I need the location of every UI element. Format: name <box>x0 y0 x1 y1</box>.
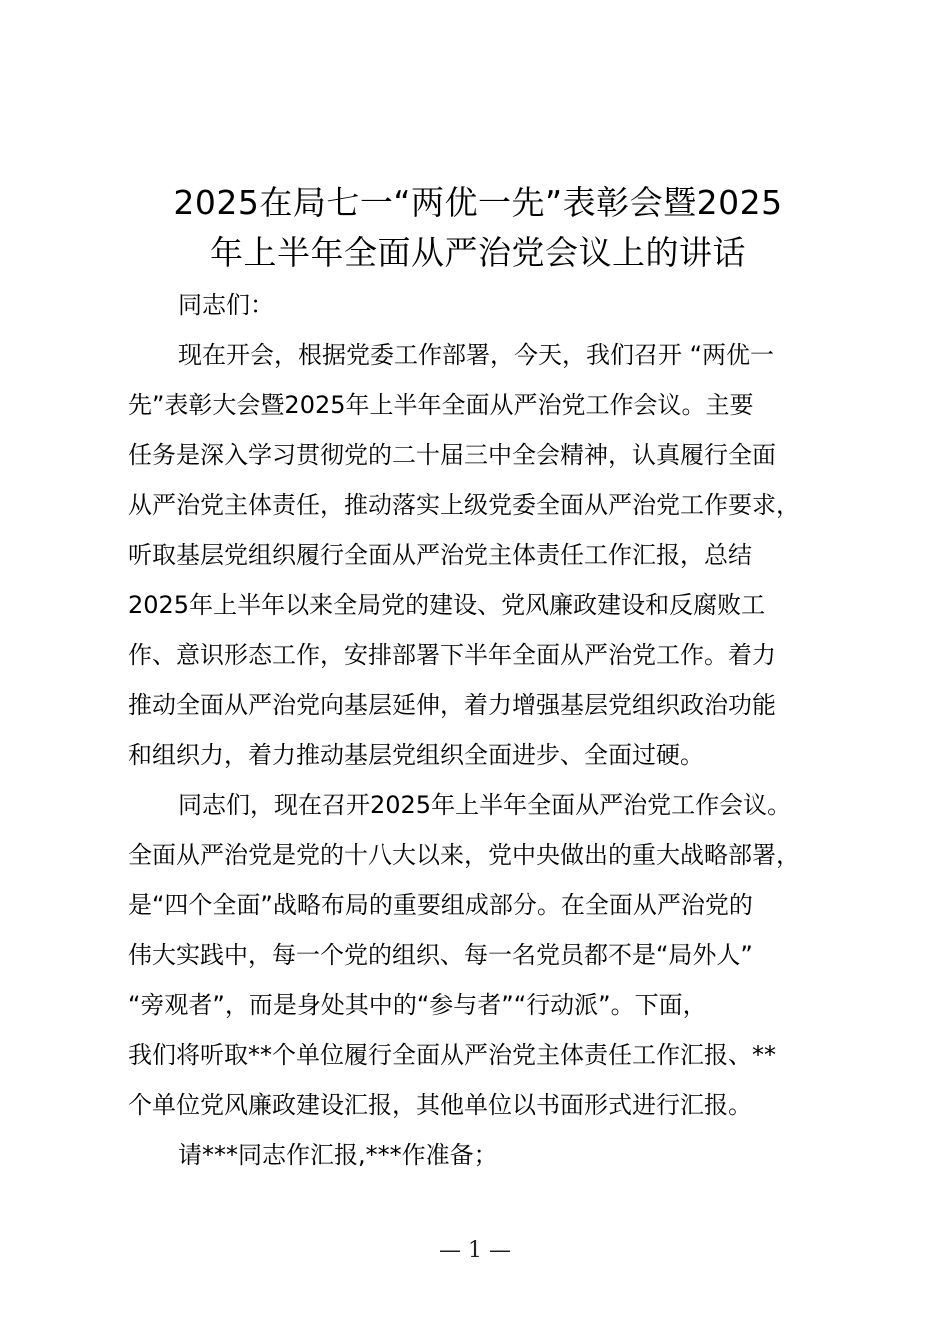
paragraph-line: 任务是深入学习贯彻党的二十届三中全会精神，认真履行全面 <box>128 441 776 469</box>
paragraph-line: 个单位党风廉政建设汇报，其他单位以书面形式进行汇报。 <box>128 1091 752 1119</box>
paragraph-line: 请***同志作汇报,***作准备； <box>178 1141 498 1169</box>
paragraph-line: “旁观者”，而是身处其中的“参与者”“行动派”。下面， <box>128 991 707 1019</box>
paragraph-line: 现在开会，根据党委工作部署，今天，我们召开 “两优一 <box>178 341 775 369</box>
paragraph-line: 和组织力，着力推动基层党组织全面进步、全面过硬。 <box>128 741 704 769</box>
paragraph-line: 2025年上半年以来全局党的建设、党风廉政建设和反腐败工 <box>128 591 766 619</box>
paragraph-line: 是“四个全面”战略布局的重要组成部分。在全面从严治党的 <box>128 891 753 919</box>
paragraph-line: 全面从严治党是党的十八大以来，党中央做出的重大战略部署， <box>128 841 800 869</box>
document-title <box>128 178 828 278</box>
paragraph-opening <box>128 330 838 780</box>
paragraph-line: 先”表彰大会暨2025年上半年全面从严治党工作会议。主要 <box>128 391 754 419</box>
paragraph-greeting <box>128 280 838 330</box>
paragraph-line: 从严治党主体责任，推动落实上级党委全面从严治党工作要求， <box>128 491 800 519</box>
title-line-1: 2025在局七一“两优一先”表彰会暨2025 <box>173 183 783 222</box>
title-line-2: 年上半年全面从严治党会议上的讲话 <box>210 233 746 272</box>
paragraph-line: 我们将听取**个单位履行全面从严治党主体责任工作汇报、** <box>128 1041 776 1069</box>
paragraph-line: 同志们，现在召开2025年上半年全面从严治党工作会议。 <box>178 791 792 819</box>
paragraph-line: 推动全面从严治党向基层延伸，着力增强基层党组织政治功能 <box>128 691 776 719</box>
paragraph-line: 作、意识形态工作，安排部署下半年全面从严治党工作。着力 <box>128 641 776 669</box>
paragraph-line: 同志们： <box>178 291 274 319</box>
paragraph-line: 听取基层党组织履行全面从严治党主体责任工作汇报，总结 <box>128 541 752 569</box>
paragraph-meeting <box>128 780 838 1130</box>
paragraph-line: 伟大实践中，每一个党的组织、每一名党员都不是“局外人” <box>128 941 753 969</box>
paragraph-request <box>128 1130 838 1180</box>
page-number: — 1 — <box>439 1238 511 1263</box>
document-body <box>128 280 838 1180</box>
